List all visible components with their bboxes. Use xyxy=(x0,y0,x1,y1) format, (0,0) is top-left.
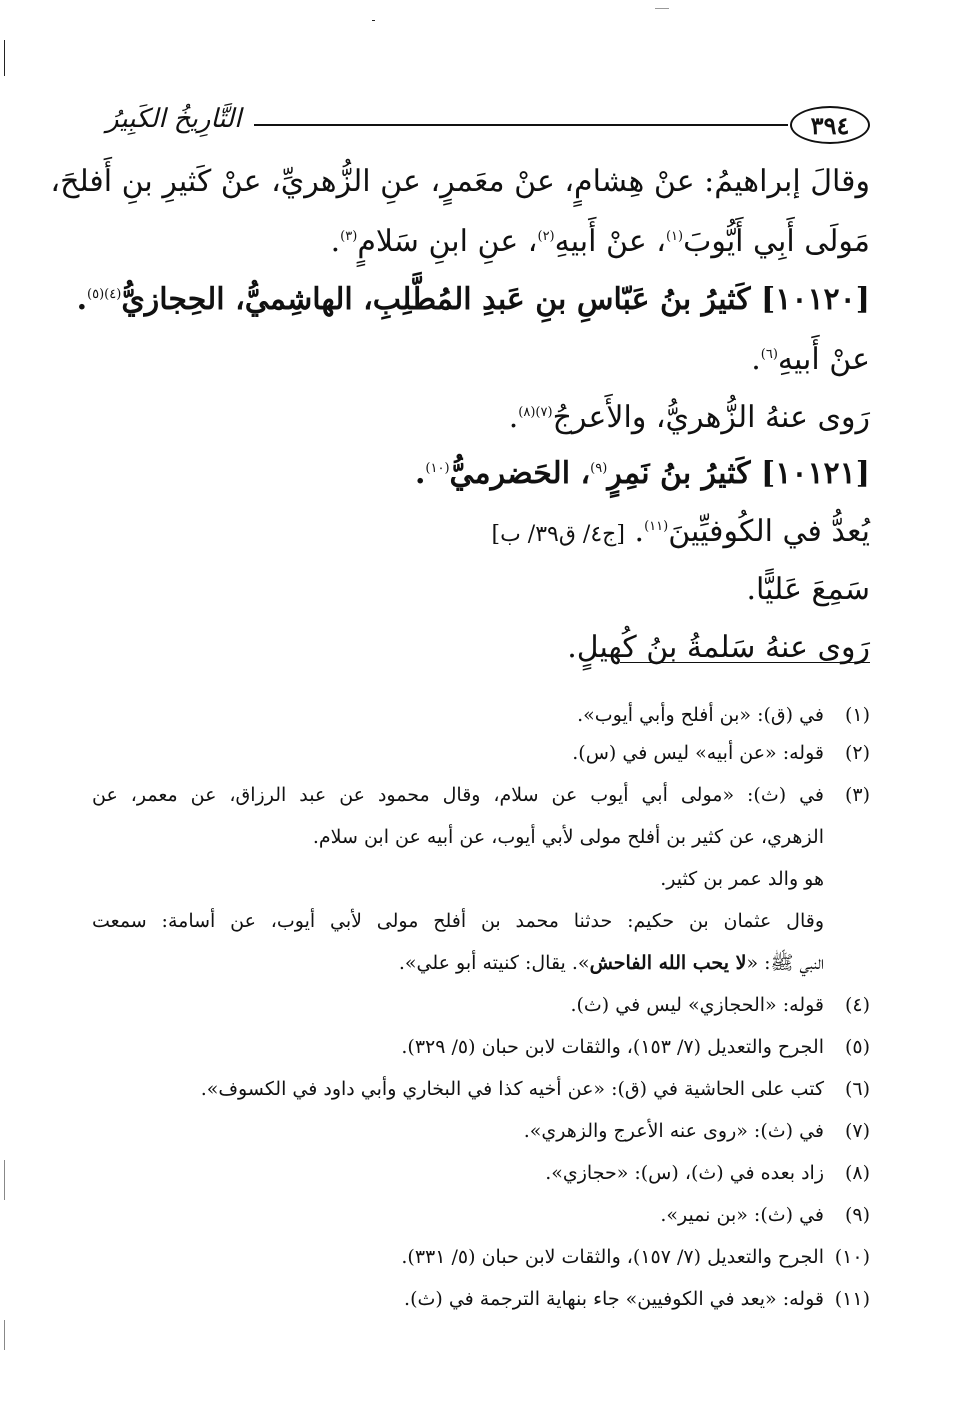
scan-artifact xyxy=(655,8,669,9)
text-line xyxy=(751,340,870,380)
footnote-text: في (ق): «بن أفلح وأبي أيوب». xyxy=(577,704,824,726)
footnote-ref[interactable]: (٣) xyxy=(340,229,358,244)
text-line xyxy=(331,222,870,262)
footnote-continuation: هو والد عمر بن كثير. xyxy=(660,868,824,890)
text-span: النبي ﷺ: « xyxy=(746,952,824,974)
footnote-continuation: وقال عثمان بن حكيم: حدثنا محمد بن أفلح مولى لأبي أيوب، عن أسامة: سمعت xyxy=(92,910,824,932)
text-span: . xyxy=(76,282,88,317)
book-title: التَّارِيخُ الكَبِيرُ xyxy=(106,104,242,134)
text-span: ». يقال: كنيته أبو علي». xyxy=(398,952,590,974)
entry-heading xyxy=(77,280,870,320)
footnote xyxy=(524,1116,870,1146)
text-span: . xyxy=(751,342,761,377)
footnote-text: قوله: «عن أبيه» ليس في (س). xyxy=(572,742,824,764)
text-span: مَولَى أَبِي أَيُّوبَ xyxy=(683,224,870,259)
text-line: رَوى عنهُ سَلمةُ بنُ كُهيلٍ. xyxy=(567,630,870,665)
footnote-ref[interactable]: (٤)(٥) xyxy=(87,287,122,302)
footnote-ref[interactable]: (٦) xyxy=(760,347,778,362)
footnote-ref[interactable]: (١٠) xyxy=(425,461,450,476)
text-span: ، عنْ أَبيهِ xyxy=(554,224,666,259)
footnote xyxy=(545,1158,870,1188)
footnote-ref[interactable]: (٢) xyxy=(537,229,555,244)
footnote-continuation xyxy=(399,948,824,978)
footnote xyxy=(572,738,870,768)
footnote-ref[interactable]: (١١) xyxy=(644,519,669,534)
footnote-number: (٦) xyxy=(844,1078,870,1100)
footnote xyxy=(660,1200,870,1230)
footnote-text: الجرح والتعديل (٧/ ١٥٣)، والثقات لابن حبان (٥/ ٣٢٩). xyxy=(401,1036,824,1058)
footnote xyxy=(92,780,870,810)
footnote xyxy=(570,990,870,1020)
footnote-ref[interactable]: (١) xyxy=(665,229,684,244)
footnote xyxy=(401,1242,870,1272)
footnote-number: (٨) xyxy=(844,1162,870,1184)
footnote-number: (٢) xyxy=(844,742,870,764)
footnote-separator xyxy=(620,662,870,663)
hadith-quote: لا يحب الله الفاحش xyxy=(589,952,747,974)
text-span: . xyxy=(330,224,341,259)
footnote xyxy=(404,1284,870,1314)
footnote-number: (٧) xyxy=(844,1120,870,1142)
footnote xyxy=(577,700,870,730)
footnote-ref[interactable]: (٧)(٨) xyxy=(518,405,553,420)
footnote-number: (٥) xyxy=(844,1036,870,1058)
footnote-number: (٩) xyxy=(844,1204,870,1226)
footnote-text: في (ث): «بن نمير». xyxy=(660,1204,824,1226)
scan-artifact xyxy=(372,20,375,21)
entry-title: [١٠١٢٠] كَثيرُ بنُ عَبّاسِ بنِ عَبدِ المُطَّلِبِ، الهاشِميُّ، الحِجازيُّ xyxy=(121,282,870,317)
text-span: . xyxy=(634,514,645,549)
text-line: سَمِعَ عَليًّا. xyxy=(746,572,870,607)
scan-artifact xyxy=(4,40,5,76)
text-line xyxy=(509,398,870,438)
text-span: رَوى عنهُ الزُّهريُّ، والأَعرجُ xyxy=(552,400,870,435)
manuscript-ref: [ج٤/ ق٣٩/ ب] xyxy=(491,522,625,547)
footnote-number: (٤) xyxy=(844,994,870,1016)
header-rule xyxy=(254,124,788,126)
text-span: يُعدُّ في الكُوفيِّينَ xyxy=(668,514,870,549)
footnote-ref[interactable]: (٩) xyxy=(590,461,608,476)
entry-heading xyxy=(415,454,870,494)
footnote-number: (١٠) xyxy=(834,1246,870,1268)
text-span: . xyxy=(508,400,519,435)
page-number: ٣٩٤ xyxy=(790,106,870,144)
footnote-number: (٣) xyxy=(844,784,870,806)
text-span: عنْ أَبيهِ xyxy=(777,342,870,377)
footnote-text: زاد بعده في (ث)، (س): «حجازي». xyxy=(545,1162,824,1184)
text-span: . xyxy=(414,456,426,491)
footnote-text: الجرح والتعديل (٧/ ١٥٧)، والثقات لابن حبان (٥/ ٣٣١). xyxy=(401,1246,824,1268)
text-line: وقالَ إبراهيمُ: عنْ هِشامٍ، عنْ معَمرٍ، عنِ الزُّهريِّ، عنْ كَثيرِ بنِ أَفلحَ، xyxy=(50,164,870,199)
footnote-number: (١) xyxy=(844,704,870,726)
text-span: ، عنِ ابنِ سَلامٍ xyxy=(357,224,538,259)
footnote xyxy=(401,1032,870,1062)
footnote-continuation: الزهري، عن كثير بن أفلح مولى لأبي أيوب، عن أبيه عن ابن سلام. xyxy=(312,826,824,848)
footnote xyxy=(201,1074,870,1104)
text-line xyxy=(492,512,870,555)
footnote-text: قوله: «يعد في الكوفيين» جاء بنهاية الترجمة في (ث). xyxy=(404,1288,824,1310)
scan-artifact xyxy=(4,1160,5,1200)
scan-artifact xyxy=(4,1320,5,1350)
footnote-number: (١١) xyxy=(834,1288,870,1310)
footnote-text: كتب على الحاشية في (ق): «عن أخيه كذا في البخاري وأبي داود في الكسوف». xyxy=(200,1078,824,1100)
entry-title: ، الحَضرميُّ xyxy=(449,456,591,491)
footnote-text: في (ث): «روى عنه الأعرج والزهري». xyxy=(523,1120,824,1142)
book-page xyxy=(50,100,870,1350)
footnote-text: في (ث): «مولى أبي أيوب عن سلام، وقال محمود عن عبد الرزاق، عن معمر، عن xyxy=(92,784,824,806)
entry-title: [١٠١٢١] كَثيرُ بنُ نَمِرٍ xyxy=(607,456,870,491)
footnote-text: قوله: «الحجازي» ليس في (ث). xyxy=(570,994,824,1016)
page-header xyxy=(100,100,870,160)
